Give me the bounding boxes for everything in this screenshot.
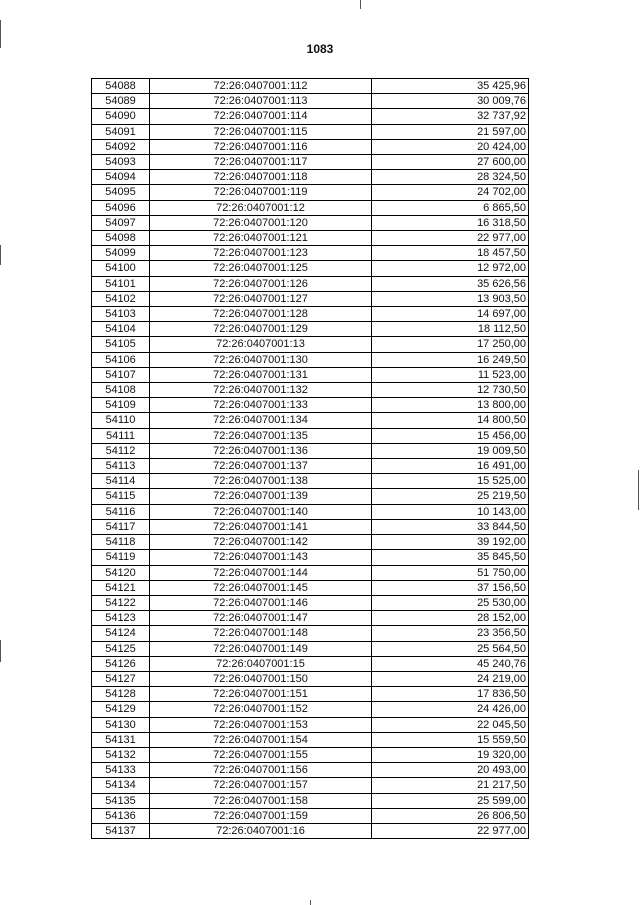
table-row [92, 656, 529, 671]
row-number: 54108 [92, 383, 150, 398]
row-number: 54129 [92, 702, 150, 717]
row-number: 54099 [92, 246, 150, 261]
table-row [92, 580, 529, 595]
cadastral-number: 72:26:0407001:121 [150, 231, 372, 246]
table-row [92, 94, 529, 109]
table-row [92, 383, 529, 398]
table-row [92, 307, 529, 322]
cadastral-number: 72:26:0407001:137 [150, 459, 372, 474]
table-row [92, 155, 529, 170]
cadastral-number: 72:26:0407001:15 [150, 656, 372, 671]
row-number: 54112 [92, 443, 150, 458]
cadastral-number: 72:26:0407001:154 [150, 732, 372, 747]
row-number: 54122 [92, 595, 150, 610]
row-number: 54120 [92, 565, 150, 580]
cadastral-value: 28 152,00 [372, 611, 529, 626]
cadastral-value: 19 320,00 [372, 747, 529, 762]
cadastral-number: 72:26:0407001:136 [150, 443, 372, 458]
cadastral-value: 39 192,00 [372, 535, 529, 550]
cadastral-value: 13 800,00 [372, 398, 529, 413]
row-number: 54089 [92, 94, 150, 109]
cadastral-number: 72:26:0407001:146 [150, 595, 372, 610]
table-row [92, 413, 529, 428]
row-number: 54137 [92, 823, 150, 838]
cadastral-number: 72:26:0407001:120 [150, 215, 372, 230]
row-number: 54103 [92, 307, 150, 322]
table-row [92, 291, 529, 306]
cadastral-number: 72:26:0407001:130 [150, 352, 372, 367]
row-number: 54110 [92, 413, 150, 428]
row-number: 54093 [92, 155, 150, 170]
row-number: 54116 [92, 504, 150, 519]
scan-mark-top [360, 0, 361, 9]
cadastral-value: 32 737,92 [372, 109, 529, 124]
cadastral-value: 16 318,50 [372, 215, 529, 230]
table-row [92, 793, 529, 808]
cadastral-number: 72:26:0407001:153 [150, 717, 372, 732]
row-number: 54094 [92, 170, 150, 185]
cadastral-number: 72:26:0407001:151 [150, 687, 372, 702]
cadastral-number: 72:26:0407001:157 [150, 778, 372, 793]
row-number: 54100 [92, 261, 150, 276]
cadastral-number: 72:26:0407001:128 [150, 307, 372, 322]
cadastral-value: 25 564,50 [372, 641, 529, 656]
cadastral-value: 25 219,50 [372, 489, 529, 504]
row-number: 54117 [92, 519, 150, 534]
table-row [92, 732, 529, 747]
table-row [92, 519, 529, 534]
cadastral-value: 23 356,50 [372, 626, 529, 641]
table-row [92, 808, 529, 823]
row-number: 54105 [92, 337, 150, 352]
table-body [92, 79, 529, 839]
row-number: 54130 [92, 717, 150, 732]
cadastral-value: 10 143,00 [372, 504, 529, 519]
cadastral-value: 30 009,76 [372, 94, 529, 109]
cadastral-number: 72:26:0407001:140 [150, 504, 372, 519]
cadastral-value: 22 977,00 [372, 823, 529, 838]
row-number: 54109 [92, 398, 150, 413]
table-row [92, 276, 529, 291]
cadastral-value: 22 977,00 [372, 231, 529, 246]
table-row [92, 747, 529, 762]
cadastral-number: 72:26:0407001:135 [150, 428, 372, 443]
row-number: 54118 [92, 535, 150, 550]
cadastral-value: 12 972,00 [372, 261, 529, 276]
cadastral-number: 72:26:0407001:150 [150, 671, 372, 686]
cadastral-value: 15 559,50 [372, 732, 529, 747]
cadastral-value: 16 491,00 [372, 459, 529, 474]
table-row [92, 550, 529, 565]
table-row [92, 778, 529, 793]
cadastral-number: 72:26:0407001:142 [150, 535, 372, 550]
table-row [92, 626, 529, 641]
cadastral-number: 72:26:0407001:144 [150, 565, 372, 580]
table-row [92, 489, 529, 504]
row-number: 54095 [92, 185, 150, 200]
table-row [92, 611, 529, 626]
row-number: 54106 [92, 352, 150, 367]
cadastral-value: 20 424,00 [372, 139, 529, 154]
scan-mark-right [638, 470, 639, 510]
cadastral-value: 18 112,50 [372, 322, 529, 337]
row-number: 54126 [92, 656, 150, 671]
row-number: 54131 [92, 732, 150, 747]
cadastral-number: 72:26:0407001:126 [150, 276, 372, 291]
row-number: 54111 [92, 428, 150, 443]
table-row [92, 474, 529, 489]
cadastral-number: 72:26:0407001:139 [150, 489, 372, 504]
table-row [92, 443, 529, 458]
table-row [92, 671, 529, 686]
row-number: 54101 [92, 276, 150, 291]
cadastral-value: 27 600,00 [372, 155, 529, 170]
cadastral-number: 72:26:0407001:112 [150, 79, 372, 94]
cadastral-value: 19 009,50 [372, 443, 529, 458]
table-row [92, 641, 529, 656]
cadastral-value: 13 903,50 [372, 291, 529, 306]
cadastral-value: 6 865,50 [372, 200, 529, 215]
cadastral-value: 37 156,50 [372, 580, 529, 595]
row-number: 54107 [92, 367, 150, 382]
row-number: 54127 [92, 671, 150, 686]
cadastral-number: 72:26:0407001:158 [150, 793, 372, 808]
cadastral-number: 72:26:0407001:145 [150, 580, 372, 595]
table-row [92, 124, 529, 139]
table-row [92, 459, 529, 474]
cadastral-number: 72:26:0407001:125 [150, 261, 372, 276]
table-row [92, 702, 529, 717]
cadastral-number: 72:26:0407001:127 [150, 291, 372, 306]
cadastral-number: 72:26:0407001:123 [150, 246, 372, 261]
row-number: 54097 [92, 215, 150, 230]
row-number: 54128 [92, 687, 150, 702]
cadastral-value: 25 530,00 [372, 595, 529, 610]
cadastral-number: 72:26:0407001:156 [150, 763, 372, 778]
table-row [92, 687, 529, 702]
table-row [92, 504, 529, 519]
cadastral-value: 24 219,00 [372, 671, 529, 686]
cadastral-value: 16 249,50 [372, 352, 529, 367]
cadastral-number: 72:26:0407001:117 [150, 155, 372, 170]
row-number: 54113 [92, 459, 150, 474]
row-number: 54090 [92, 109, 150, 124]
row-number: 54114 [92, 474, 150, 489]
cadastral-number: 72:26:0407001:133 [150, 398, 372, 413]
cadastral-value: 15 525,00 [372, 474, 529, 489]
cadastral-number: 72:26:0407001:138 [150, 474, 372, 489]
row-number: 54121 [92, 580, 150, 595]
cadastral-number: 72:26:0407001:16 [150, 823, 372, 838]
table-row [92, 185, 529, 200]
cadastral-number: 72:26:0407001:134 [150, 413, 372, 428]
cadastral-value: 11 523,00 [372, 367, 529, 382]
row-number: 54134 [92, 778, 150, 793]
row-number: 54135 [92, 793, 150, 808]
cadastral-value: 25 599,00 [372, 793, 529, 808]
table-row [92, 200, 529, 215]
scan-mark-bottom [310, 900, 311, 905]
table-row [92, 170, 529, 185]
row-number: 54098 [92, 231, 150, 246]
row-number: 54104 [92, 322, 150, 337]
table-row [92, 535, 529, 550]
cadastral-value: 17 250,00 [372, 337, 529, 352]
cadastral-value-table [91, 78, 529, 839]
row-number: 54119 [92, 550, 150, 565]
table-row [92, 398, 529, 413]
row-number: 54096 [92, 200, 150, 215]
table-row [92, 428, 529, 443]
cadastral-value: 17 836,50 [372, 687, 529, 702]
row-number: 54115 [92, 489, 150, 504]
cadastral-value: 14 800,50 [372, 413, 529, 428]
cadastral-number: 72:26:0407001:155 [150, 747, 372, 762]
cadastral-number: 72:26:0407001:147 [150, 611, 372, 626]
cadastral-value: 15 456,00 [372, 428, 529, 443]
cadastral-value: 35 425,96 [372, 79, 529, 94]
cadastral-value: 21 597,00 [372, 124, 529, 139]
cadastral-number: 72:26:0407001:159 [150, 808, 372, 823]
table-row [92, 215, 529, 230]
cadastral-number: 72:26:0407001:149 [150, 641, 372, 656]
page-number: 1083 [306, 42, 334, 56]
table-row [92, 763, 529, 778]
cadastral-value: 28 324,50 [372, 170, 529, 185]
table-row [92, 367, 529, 382]
scan-mark-left-2 [0, 245, 1, 265]
table-row [92, 246, 529, 261]
row-number: 54132 [92, 747, 150, 762]
cadastral-value: 21 217,50 [372, 778, 529, 793]
cadastral-value: 18 457,50 [372, 246, 529, 261]
cadastral-number: 72:26:0407001:113 [150, 94, 372, 109]
cadastral-number: 72:26:0407001:152 [150, 702, 372, 717]
cadastral-value: 51 750,00 [372, 565, 529, 580]
table-row [92, 109, 529, 124]
row-number: 54133 [92, 763, 150, 778]
cadastral-value: 12 730,50 [372, 383, 529, 398]
cadastral-value: 33 844,50 [372, 519, 529, 534]
cadastral-value: 14 697,00 [372, 307, 529, 322]
cadastral-number: 72:26:0407001:129 [150, 322, 372, 337]
cadastral-number: 72:26:0407001:132 [150, 383, 372, 398]
cadastral-number: 72:26:0407001:141 [150, 519, 372, 534]
cadastral-value: 35 626,56 [372, 276, 529, 291]
cadastral-value: 45 240,76 [372, 656, 529, 671]
table-row [92, 231, 529, 246]
scan-mark-left-3 [0, 640, 1, 662]
row-number: 54136 [92, 808, 150, 823]
cadastral-value: 24 702,00 [372, 185, 529, 200]
row-number: 54102 [92, 291, 150, 306]
cadastral-value: 35 845,50 [372, 550, 529, 565]
table-row [92, 823, 529, 838]
cadastral-number: 72:26:0407001:131 [150, 367, 372, 382]
row-number: 54091 [92, 124, 150, 139]
table-row [92, 717, 529, 732]
table-row [92, 565, 529, 580]
cadastral-value: 26 806,50 [372, 808, 529, 823]
cadastral-number: 72:26:0407001:116 [150, 139, 372, 154]
cadastral-number: 72:26:0407001:118 [150, 170, 372, 185]
table-row [92, 595, 529, 610]
row-number: 54124 [92, 626, 150, 641]
row-number: 54088 [92, 79, 150, 94]
cadastral-number: 72:26:0407001:13 [150, 337, 372, 352]
table-row [92, 79, 529, 94]
cadastral-number: 72:26:0407001:143 [150, 550, 372, 565]
cadastral-value: 20 493,00 [372, 763, 529, 778]
cadastral-value: 24 426,00 [372, 702, 529, 717]
cadastral-number: 72:26:0407001:115 [150, 124, 372, 139]
cadastral-number: 72:26:0407001:12 [150, 200, 372, 215]
row-number: 54092 [92, 139, 150, 154]
table-row [92, 337, 529, 352]
table-row [92, 352, 529, 367]
cadastral-number: 72:26:0407001:114 [150, 109, 372, 124]
cadastral-value: 22 045,50 [372, 717, 529, 732]
table-row [92, 139, 529, 154]
cadastral-number: 72:26:0407001:148 [150, 626, 372, 641]
row-number: 54125 [92, 641, 150, 656]
row-number: 54123 [92, 611, 150, 626]
table-row [92, 322, 529, 337]
cadastral-number: 72:26:0407001:119 [150, 185, 372, 200]
table-row [92, 261, 529, 276]
